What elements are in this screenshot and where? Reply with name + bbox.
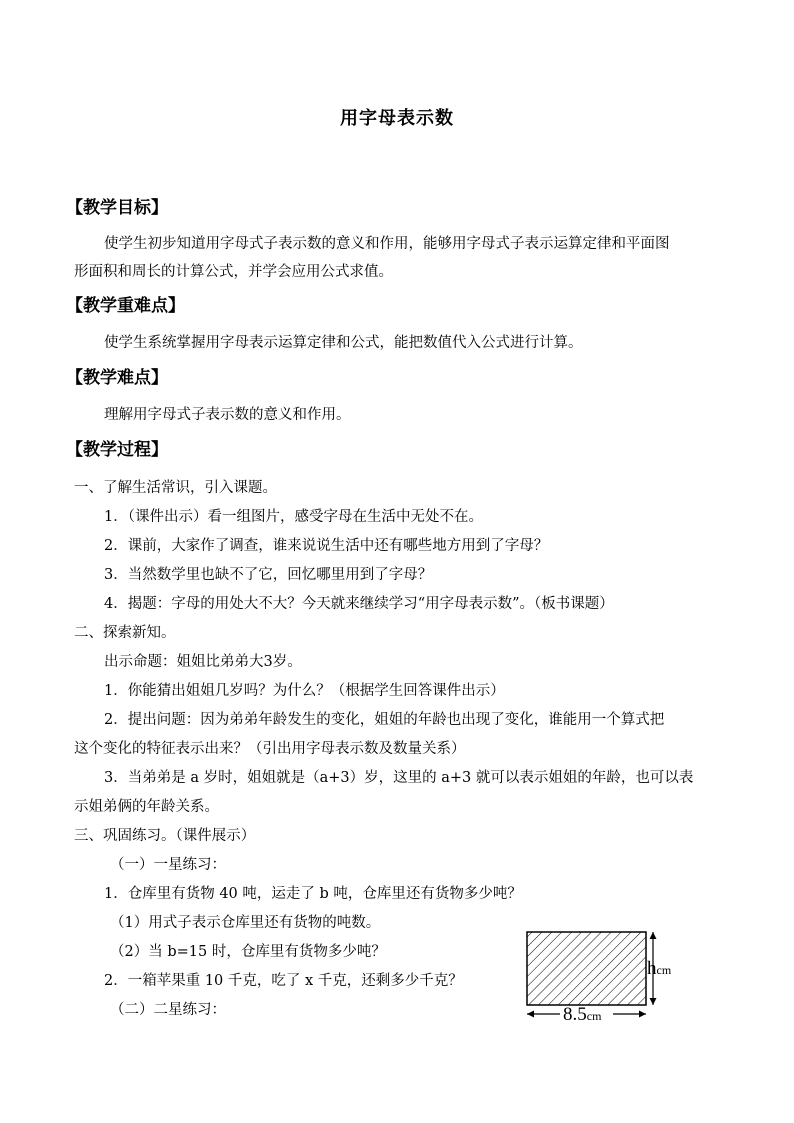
process-line: 4．揭题：字母的用处大不大？今天就来继续学习“用字母表示数”。（板书课题）: [104, 596, 614, 612]
height-label: hcm: [647, 958, 672, 979]
hatched-rectangle: [527, 932, 646, 1005]
process-line: 二、探索新知。: [74, 625, 176, 641]
process-line: 1．（课件出示）看一组图片，感受字母在生活中无处不在。: [104, 509, 483, 525]
heading-teaching-process: 【教学过程】: [66, 440, 168, 460]
rectangle-diagram: [520, 924, 690, 1034]
process-line: 1．仓库里有货物 40 吨，运走了 b 吨，仓库里还有货物多少吨？: [104, 886, 522, 902]
heading-difficult-points: 【教学难点】: [66, 368, 168, 388]
process-line: （2）当 b=15 时，仓库里有货物多少吨？: [110, 944, 386, 960]
key-line-1: 使学生系统掌握用字母表示运算定律和公式，能把数值代入公式进行计算。: [104, 335, 583, 351]
heading-teaching-goal: 【教学目标】: [66, 198, 168, 218]
process-line: 3．当然数学里也缺不了它，回忆哪里用到了字母？: [104, 567, 433, 583]
width-label: 8.5cm: [563, 1004, 602, 1025]
goal-line-1: 使学生初步知道用字母式子表示数的意义和作用，能够用字母式子表示运算定律和平面图: [104, 236, 670, 252]
process-line: 一、了解生活常识，引入课题。: [74, 480, 277, 496]
process-line: 3．当弟弟是 a 岁时，姐姐就是（a+3）岁，这里的 a+3 就可以表示姐姐的年龄，也可以表: [104, 770, 694, 786]
heading-key-points: 【教学重难点】: [66, 296, 185, 316]
process-line: 2．提出问题：因为弟弟年龄发生的变化，姐姐的年龄也出现了变化，谁能用一个算式把: [104, 712, 665, 728]
process-line: 示姐弟俩的年龄关系。: [74, 799, 219, 815]
process-line: 2．课前，大家作了调查，谁来说说生活中还有哪些地方用到了字母？: [104, 538, 549, 554]
page-title: 用字母表示数: [340, 108, 454, 129]
process-line: 三、巩固练习。（课件展示）: [74, 828, 256, 844]
process-line: 2．一箱苹果重 10 千克，吃了 x 千克，还剩多少千克？: [104, 973, 463, 989]
process-line: （一）一星练习：: [110, 857, 226, 873]
process-line: 出示命题：姐姐比弟弟大3岁。: [104, 654, 302, 670]
process-line: （二）二星练习：: [110, 1002, 226, 1018]
process-line: （1）用式子表示仓库里还有货物的吨数。: [110, 915, 381, 931]
process-line: 这个变化的特征表示出来？（引出用字母表示数及数量关系）: [74, 741, 466, 757]
process-line: 1．你能猜出姐姐几岁吗？为什么？（根据学生回答课件出示）: [104, 683, 505, 699]
goal-line-2: 形面积和周长的计算公式，并学会应用公式求值。: [74, 264, 393, 280]
difficult-line-1: 理解用字母式子表示数的意义和作用。: [104, 407, 351, 423]
